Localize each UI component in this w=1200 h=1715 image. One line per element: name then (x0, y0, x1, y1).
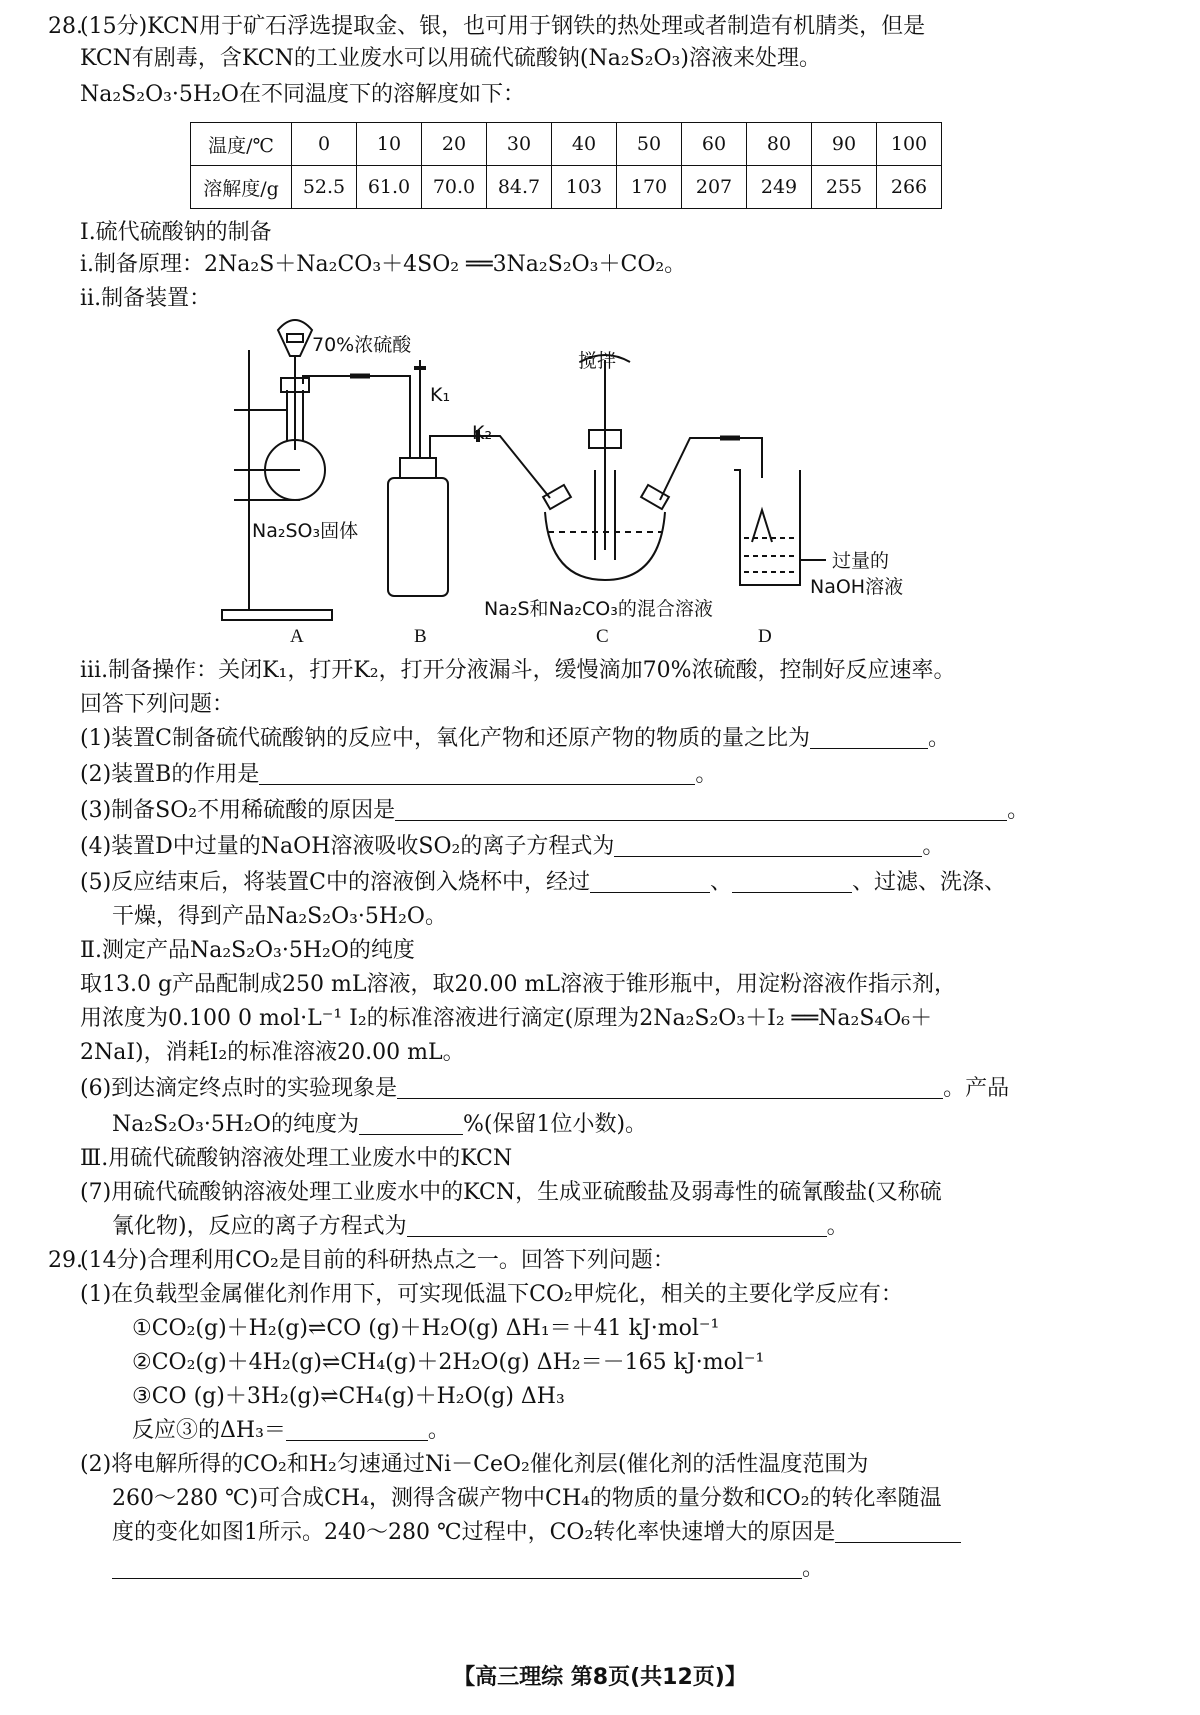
part-2-text: (2)装置B的作用是 (80, 762, 260, 787)
operation-line: ⅲ.制备操作：关闭K₁，打开K₂，打开分液漏斗，缓慢滴加70%浓硫酸，控制好反应速率。 (80, 658, 956, 683)
section-2-line2: 用浓度为0.100 0 mol·L⁻¹ I₂的标准溶液进行滴定(原理为2Na₂S₂O₃＋I₂ ══Na₂S₄O₆＋ (80, 1006, 933, 1031)
section-2-line3: 2NaI)，消耗I₂的标准溶液20.00 mL。 (80, 1040, 465, 1065)
question-28-number: 28. (48, 14, 83, 39)
part-3 (80, 796, 1029, 826)
excess-label-2: NaOH溶液 (810, 576, 904, 598)
part-4-text: (4)装置D中过量的NaOH溶液吸收SO₂的离子方程式为 (80, 834, 615, 859)
answer-blank[interactable] (395, 798, 1007, 821)
q29-intro: (14分)合理利用CO₂是目前的科研热点之一。回答下列问题： (80, 1248, 675, 1273)
sol-cell: 52.5 (292, 166, 357, 209)
q29-part-2-line2: 260～280 ℃)可合成CH₄，测得含碳产物中CH₄的物质的量分数和CO₂的转化率随温 (112, 1486, 942, 1511)
enthalpy-text: 反应③的ΔH₃＝ (132, 1418, 286, 1443)
part-7-line1: (7)用硫代硫酸钠溶液处理工业废水中的KCN，生成亚硫酸盐及弱毒性的硫氰酸盐(又称硫 (80, 1180, 942, 1205)
excess-label-1: 过量的 (832, 550, 890, 572)
q29-part-2-line1: (2)将电解所得的CO₂和H₂匀速通过Ni－CeO₂催化剂层(催化剂的活性温度范围为 (80, 1452, 869, 1477)
apparatus-B-label: B (414, 626, 427, 647)
part-5 (80, 868, 1006, 898)
section-1-title: Ⅰ.硫代硫酸钠的制备 (80, 220, 272, 245)
part-5-text: (5)反应结束后，将装置C中的溶液倒入烧杯中，经过 (80, 870, 590, 895)
apparatus-D-label: D (758, 626, 772, 647)
acid-label: 70%浓硫酸 (312, 334, 412, 356)
stir-label: 搅拌 (578, 350, 617, 372)
solubility-table (190, 122, 942, 209)
sol-cell: 255 (812, 166, 877, 209)
part-7-line2 (112, 1212, 849, 1242)
period: 。 (427, 1418, 450, 1443)
apparatus-heading: ⅱ.制备装置： (80, 286, 212, 311)
sol-cell: 266 (877, 166, 942, 209)
answer-blank[interactable] (810, 726, 928, 749)
temp-cell: 30 (487, 123, 552, 166)
temp-cell: 100 (877, 123, 942, 166)
section-2-line1: 取13.0 g产品配制成250 mL溶液，取20.00 mL溶液于锥形瓶中，用淀粉溶液作指示剂， (80, 972, 956, 997)
sol-cell: 170 (617, 166, 682, 209)
page-footer: 【高三理综 第8页(共12页)】 (453, 1665, 747, 1690)
question-29-number: 29. (48, 1248, 83, 1273)
part-2 (80, 760, 717, 790)
principle-line: ⅰ.制备原理：2Na₂S＋Na₂CO₃＋4SO₂ ══3Na₂S₂O₃＋CO₂。 (80, 252, 687, 277)
period: 。 (922, 834, 945, 859)
period: 。 (826, 1214, 849, 1239)
answer-blank[interactable] (259, 762, 695, 785)
temp-cell: 0 (292, 123, 357, 166)
q29-part-2-line3 (112, 1518, 961, 1548)
answer-blank[interactable] (112, 1556, 802, 1579)
part-5-text-cont: 、过滤、洗涤、 (852, 870, 1007, 895)
temp-cell: 10 (357, 123, 422, 166)
part-6-text: (6)到达滴定终点时的实验现象是 (80, 1076, 398, 1101)
section-2-title: Ⅱ.测定产品Na₂S₂O₃·5H₂O的纯度 (80, 938, 415, 963)
temp-cell: 60 (682, 123, 747, 166)
answer-prompt: 回答下列问题： (80, 692, 235, 717)
part-6-text-cont: 。产品 (943, 1076, 1010, 1101)
separator: 、 (710, 870, 733, 895)
answer-blank[interactable] (407, 1214, 827, 1237)
temp-cell: 40 (552, 123, 617, 166)
part-7-text: 氰化物)，反应的离子方程式为 (112, 1214, 407, 1239)
temp-cell: 50 (617, 123, 682, 166)
apparatus-A-label: A (290, 626, 304, 647)
sol-cell: 84.7 (487, 166, 552, 209)
reaction-2: ②CO₂(g)＋4H₂(g)⇌CH₄(g)＋2H₂O(g) ΔH₂＝－165 kJ·mol⁻¹ (132, 1350, 765, 1375)
q29-part-1: (1)在负载型金属催化剂作用下，可实现低温下CO₂甲烷化，相关的主要化学反应有： (80, 1282, 903, 1307)
temp-cell: 20 (422, 123, 487, 166)
temp-cell: 90 (812, 123, 877, 166)
period: 。 (928, 726, 951, 751)
part-1 (80, 724, 950, 754)
period: 。 (695, 762, 718, 787)
sol-cell: 249 (747, 166, 812, 209)
answer-blank[interactable] (397, 1076, 943, 1099)
period: 。 (1007, 798, 1030, 823)
q29-part-2-line4 (112, 1554, 824, 1584)
solid-label: Na₂SO₃固体 (252, 520, 359, 542)
purity-text: Na₂S₂O₃·5H₂O的纯度为 (112, 1112, 359, 1137)
answer-blank[interactable] (732, 870, 852, 893)
answer-blank[interactable] (359, 1112, 463, 1135)
sol-cell: 103 (552, 166, 617, 209)
solubility-row (191, 166, 942, 209)
part-4 (80, 832, 944, 862)
part-5-line2: 干燥，得到产品Na₂S₂O₃·5H₂O。 (112, 904, 447, 929)
part-3-text: (3)制备SO₂不用稀硫酸的原因是 (80, 798, 396, 823)
q28-intro-line3: Na₂S₂O₃·5H₂O在不同温度下的溶解度如下： (80, 82, 525, 107)
part-1-text: (1)装置C制备硫代硫酸钠的反应中，氧化产物和还原产物的物质的量之比为 (80, 726, 810, 751)
part-6-line2 (112, 1110, 647, 1140)
purity-unit: %(保留1位小数)。 (462, 1112, 648, 1137)
q28-intro-line1: (15分)KCN用于矿石浮选提取金、银，也可用于钢铁的热处理或者制造有机腈类，但是 (80, 14, 926, 39)
k2-label: K₂ (472, 422, 493, 444)
sol-cell: 70.0 (422, 166, 487, 209)
apparatus-C-label: C (596, 626, 609, 647)
temperature-row (191, 123, 942, 166)
k1-label: K₁ (430, 384, 451, 406)
solubility-header: 溶解度/g (191, 166, 292, 209)
answer-blank[interactable] (614, 834, 922, 857)
period: 。 (802, 1556, 825, 1581)
mixture-label: Na₂S和Na₂CO₃的混合溶液 (484, 598, 713, 620)
sol-cell: 61.0 (357, 166, 422, 209)
answer-blank[interactable] (590, 870, 710, 893)
reaction-1: ①CO₂(g)＋H₂(g)⇌CO (g)＋H₂O(g) ΔH₁＝＋41 kJ·mol⁻¹ (132, 1316, 720, 1341)
sol-cell: 207 (682, 166, 747, 209)
reaction-3: ③CO (g)＋3H₂(g)⇌CH₄(g)＋H₂O(g) ΔH₃ (132, 1384, 565, 1409)
temp-cell: 80 (747, 123, 812, 166)
q28-intro-line2: KCN有剧毒，含KCN的工业废水可以用硫代硫酸钠(Na₂S₂O₃)溶液来处理。 (80, 46, 821, 71)
temperature-header: 温度/℃ (191, 123, 292, 166)
part-6 (80, 1074, 1009, 1104)
q29-part-2-text: 度的变化如图1所示。240～280 ℃过程中，CO₂转化率快速增大的原因是 (112, 1520, 836, 1545)
section-3-title: Ⅲ.用硫代硫酸钠溶液处理工业废水中的KCN (80, 1146, 513, 1171)
answer-blank[interactable] (835, 1520, 961, 1543)
answer-blank[interactable] (286, 1418, 428, 1441)
reaction-3-enthalpy (132, 1416, 450, 1446)
